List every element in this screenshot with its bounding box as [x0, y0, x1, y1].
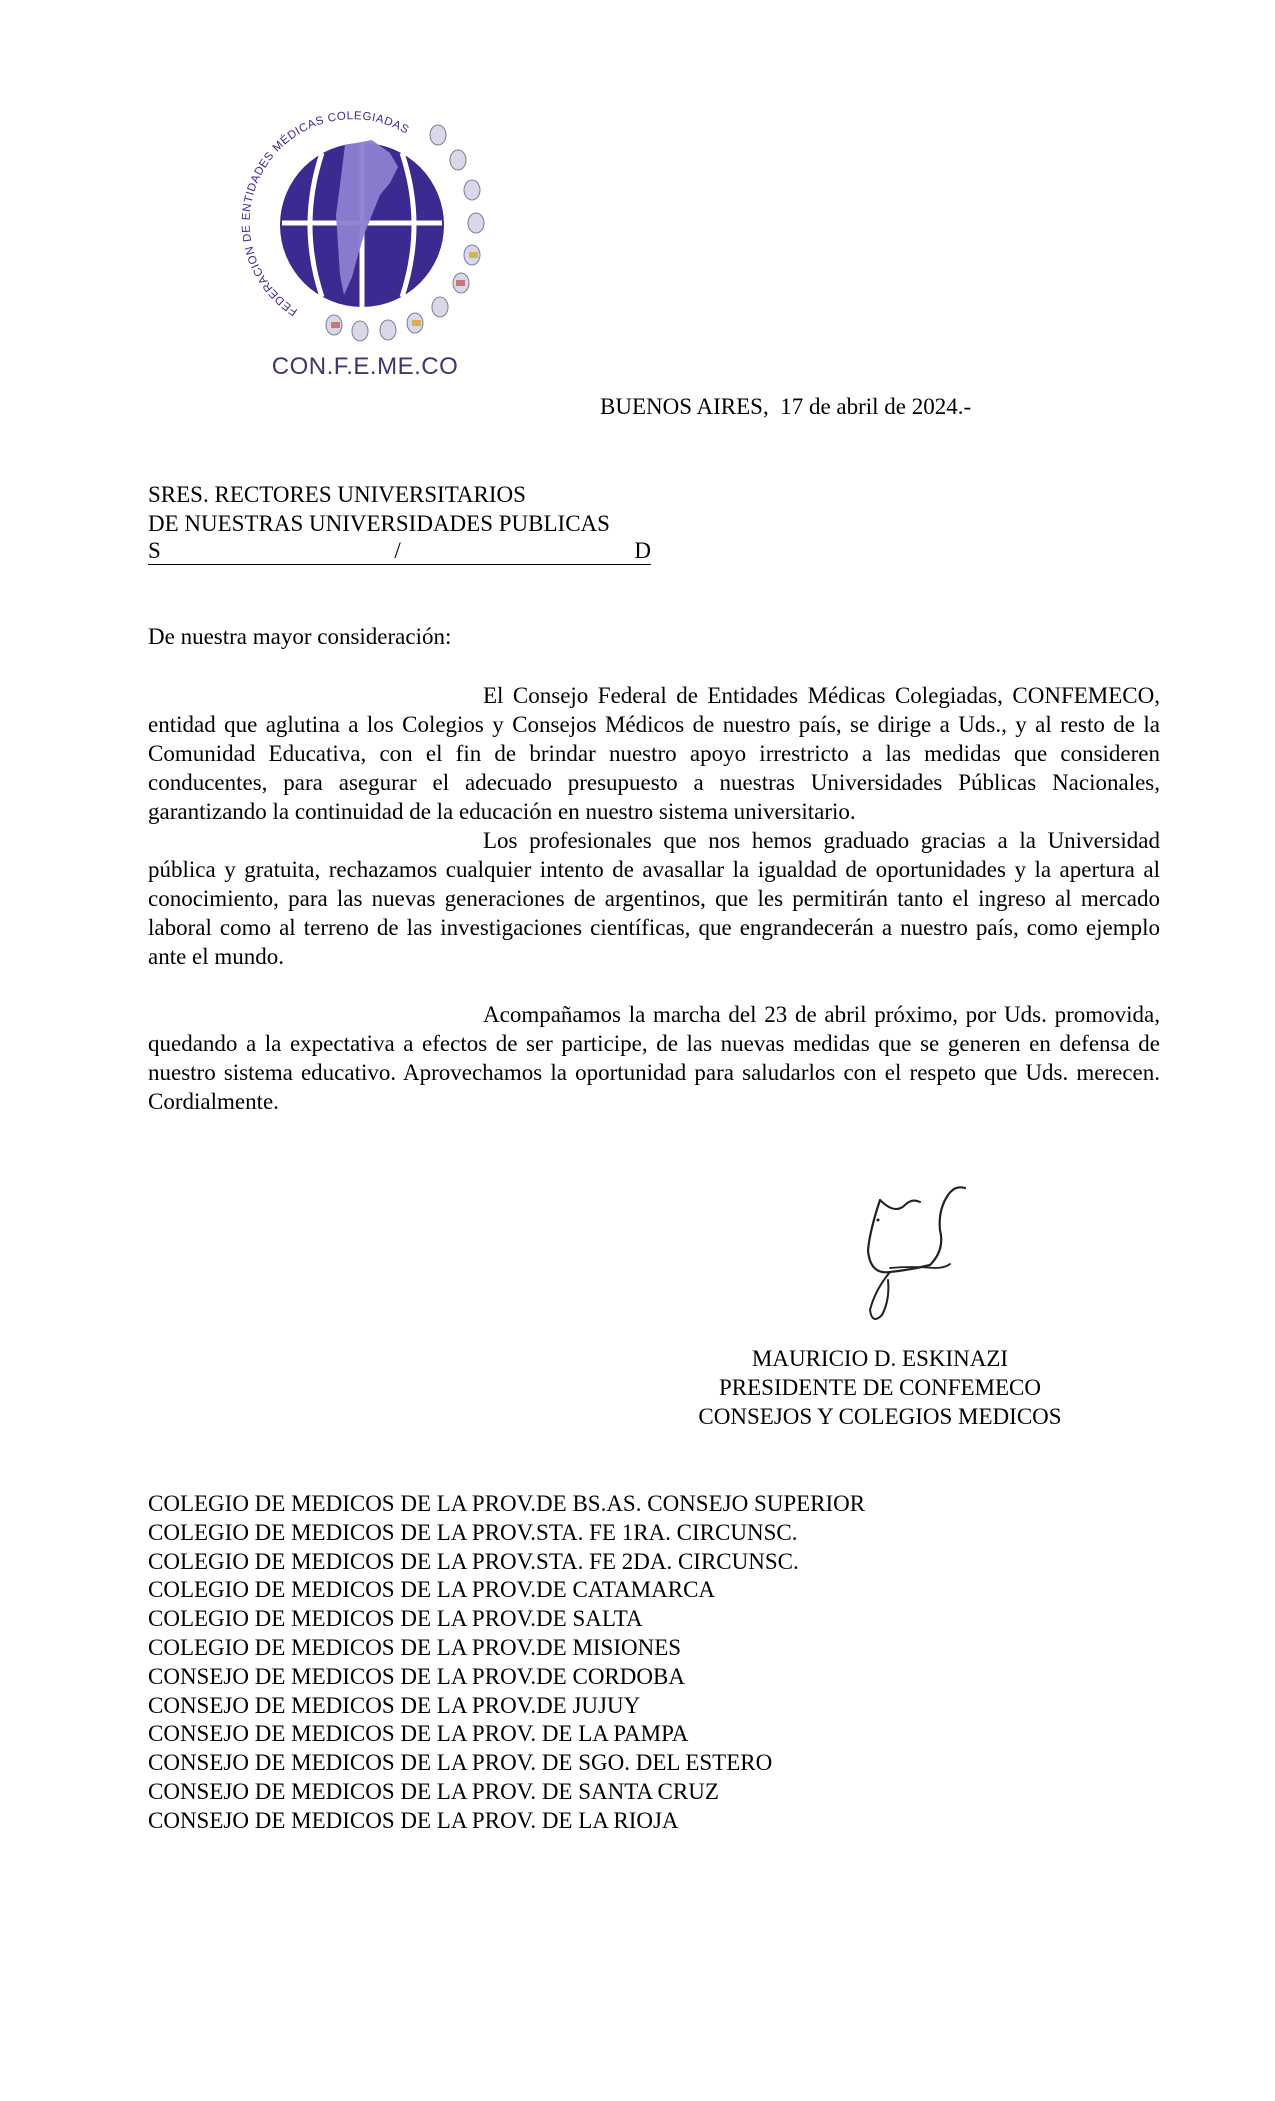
member-item: CONSEJO DE MEDICOS DE LA PROV. DE SGO. DEL ESTERO: [148, 1750, 773, 1776]
letter-date: BUENOS AIRES, 17 de abril de 2024.-: [600, 394, 972, 419]
member-item: CONSEJO DE MEDICOS DE LA PROV.DE CORDOBA: [148, 1663, 685, 1689]
body-paragraph-1: El Consejo Federal de Entidades Médicas Colegiadas, CONFEMECO, entidad que aglutina a los Colegios y Consejos Médicos de nuestro país, se dirige a Uds., y al resto de la Comunidad Educativa, con el fin de brindar nuestro apoyo irrestricto a las medidas que consideren conducentes, para asegurar el adecuado presupuesto a nuestras Universidades Públicas Nacionales, garantizando la continuidad de la educación en nuestro sistema universitario.: [148, 683, 1160, 824]
member-item: COLEGIO DE MEDICOS DE LA PROV.DE SALTA: [148, 1606, 643, 1632]
member-item: CONSEJO DE MEDICOS DE LA PROV. DE LA RIOJA: [148, 1807, 679, 1833]
sd-right: D: [634, 538, 651, 563]
member-item: CONSEJO DE MEDICOS DE LA PROV. DE LA PAMPA: [148, 1721, 689, 1747]
sd-mid: /: [394, 538, 401, 563]
member-list: [148, 1490, 865, 1836]
sd-left: S: [148, 538, 161, 563]
confemeco-emblem-icon: [240, 105, 500, 345]
body-paragraph-3: Acompañamos la marcha del 23 de abril próximo, por Uds. promovida, quedando a la expectativa a efectos de ser participe, de las nuevas medidas que se generen en defensa de nuestro sistema educativo. Aprovechamos la oportunidad para saludarlos con el respeto que Uds. merecen. Cordialmente.: [148, 1002, 1160, 1114]
body-paragraph-2: Los profesionales que nos hemos graduado gracias a la Universidad pública y gratuita, rechazamos cualquier intento de avasallar la igualdad de oportunidades y la apertura al conocimiento, para las nuevas generaciones de argentinos, que les permitirán tanto el ingreso al mercado laboral como al terreno de las investigaciones científicas, que engrandecerán a nuestro país, como ejemplo ante el mundo.: [148, 828, 1160, 969]
sd-line: [148, 538, 651, 565]
signer-org: CONSEJOS Y COLEGIOS MEDICOS: [698, 1404, 1062, 1429]
addressee-block: [148, 480, 651, 565]
member-item: CONSEJO DE MEDICOS DE LA PROV. DE SANTA CRUZ: [148, 1778, 719, 1804]
confemeco-logo: [240, 105, 500, 395]
member-item: COLEGIO DE MEDICOS DE LA PROV.STA. FE 2DA. CIRCUNSC.: [148, 1548, 799, 1574]
letter-body: [148, 681, 1160, 1116]
logo-caption: CON.F.E.ME.CO: [271, 353, 459, 380]
logo-ring-text: FEDERACION DE ENTIDADES MÉDICAS COLEGIADAS: [240, 110, 411, 318]
addressee-line-1: SRES. RECTORES UNIVERSITARIOS: [148, 482, 526, 507]
greeting: De nuestra mayor consideración:: [148, 624, 452, 649]
member-item: COLEGIO DE MEDICOS DE LA PROV.DE MISIONES: [148, 1634, 682, 1660]
signer-block: [680, 1344, 1080, 1431]
member-item: COLEGIO DE MEDICOS DE LA PROV.DE BS.AS. CONSEJO SUPERIOR: [148, 1491, 866, 1516]
addressee-line-2: DE NUESTRAS UNIVERSIDADES PUBLICAS: [148, 511, 610, 536]
member-item: CONSEJO DE MEDICOS DE LA PROV.DE JUJUY: [148, 1692, 641, 1718]
member-item: COLEGIO DE MEDICOS DE LA PROV.STA. FE 1RA. CIRCUNSC.: [148, 1519, 798, 1545]
signer-name: MAURICIO D. ESKINAZI: [751, 1346, 1009, 1371]
handwritten-signature: [850, 1180, 970, 1325]
member-item: COLEGIO DE MEDICOS DE LA PROV.DE CATAMARCA: [148, 1577, 716, 1603]
signer-title: PRESIDENTE DE CONFEMECO: [718, 1375, 1041, 1400]
